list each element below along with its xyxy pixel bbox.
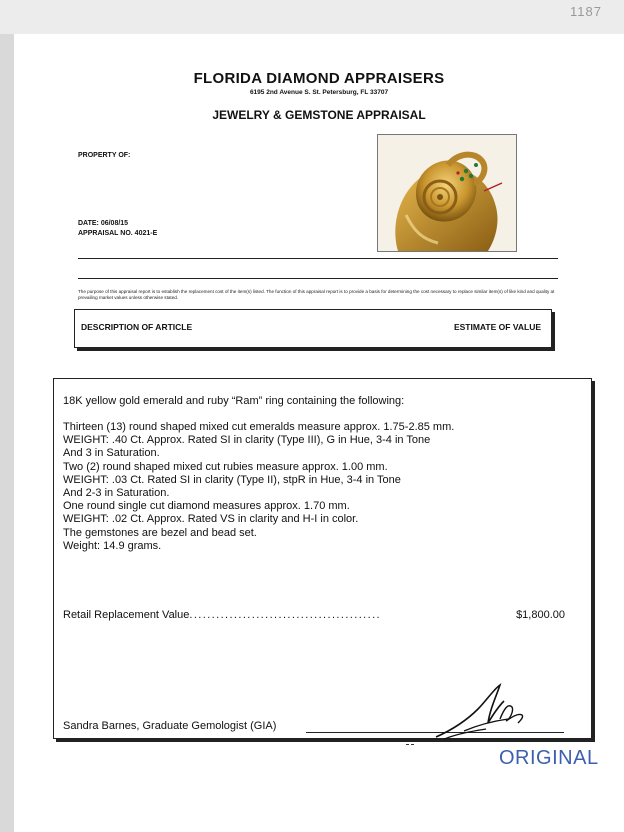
retail-replacement-value-row: [63, 609, 565, 621]
mark: [411, 744, 414, 745]
description-line: The gemstones are bezel and bead set.: [63, 526, 257, 539]
description-line: WEIGHT: .40 Ct. Approx. Rated SI in clarity (Type III), G in Hue, 3-4 in Tone: [63, 434, 431, 447]
description-of-article-heading: DESCRIPTION OF ARTICLE: [81, 322, 193, 332]
description-line: Weight: 14.9 grams.: [63, 539, 162, 552]
appraisal-page: [14, 34, 624, 832]
description-line: WEIGHT: .03 Ct. Rated SI in clarity (Type II), stpR in Hue, 3-4 in Tone: [63, 473, 401, 486]
purpose-statement: The purpose of this appraisal report is to establish the replacement cost of the item(s) listed. The function of this appraisal report is to provide a basis for determining the cost necessary to replace similar item(s) of like kind and quality at prevailing market values unless otherwise stated.: [78, 289, 555, 300]
appraisal-number-value: 4021-E: [134, 230, 158, 237]
mark: [406, 744, 409, 745]
retail-replacement-value-amount: $1,800.00: [516, 609, 565, 621]
ram-ring-icon: [378, 135, 516, 251]
company-address: 6195 2nd Avenue S. St. Petersburg, FL 33707: [249, 89, 389, 96]
appraiser-name: Sandra Barnes, Graduate Gemologist (GIA): [63, 720, 277, 732]
dot-leader: ...........................................: [189, 609, 381, 621]
handwritten-signature: [434, 679, 534, 741]
estimate-of-value-heading: ESTIMATE OF VALUE: [453, 322, 541, 332]
description-line: WEIGHT: .02 Ct. Approx. Rated VS in clarity and H-I in color.: [63, 513, 359, 526]
description-intro: 18K yellow gold emerald and ruby “Ram” ring containing the following:: [63, 395, 405, 407]
company-name: FLORIDA DIAMOND APPRAISERS: [193, 70, 445, 87]
scan-background: [0, 0, 624, 34]
description-line: One round single cut diamond measures approx. 1.70 mm.: [63, 500, 350, 513]
description-header-box: [74, 309, 552, 348]
original-stamp: ORIGINAL: [499, 747, 599, 769]
date-row: [78, 220, 128, 227]
scan-corner-note: 1187: [570, 4, 602, 19]
description-details: [63, 421, 454, 553]
divider-line: [78, 258, 558, 259]
ram-ring-photo: [377, 134, 517, 252]
property-of-label: PROPERTY OF:: [78, 152, 131, 159]
description-line: And 2-3 in Saturation.: [63, 487, 170, 500]
description-line: Thirteen (13) round shaped mixed cut emeralds measure approx. 1.75-2.85 mm.: [63, 421, 455, 433]
document-title: JEWELRY & GEMSTONE APPRAISAL: [212, 108, 426, 122]
date-value: 06/08/15: [100, 220, 129, 227]
appraisal-number-row: [78, 230, 157, 237]
appraisal-number-label: APPRAISAL NO.: [78, 230, 133, 237]
description-line: And 3 in Saturation.: [63, 447, 160, 460]
date-label: DATE:: [78, 220, 99, 227]
retail-replacement-value-label: Retail Replacement Value: [63, 609, 190, 621]
description-box: [53, 378, 592, 739]
divider-line: [78, 278, 558, 279]
description-line: Two (2) round shaped mixed cut rubies measure approx. 1.00 mm.: [63, 460, 388, 473]
